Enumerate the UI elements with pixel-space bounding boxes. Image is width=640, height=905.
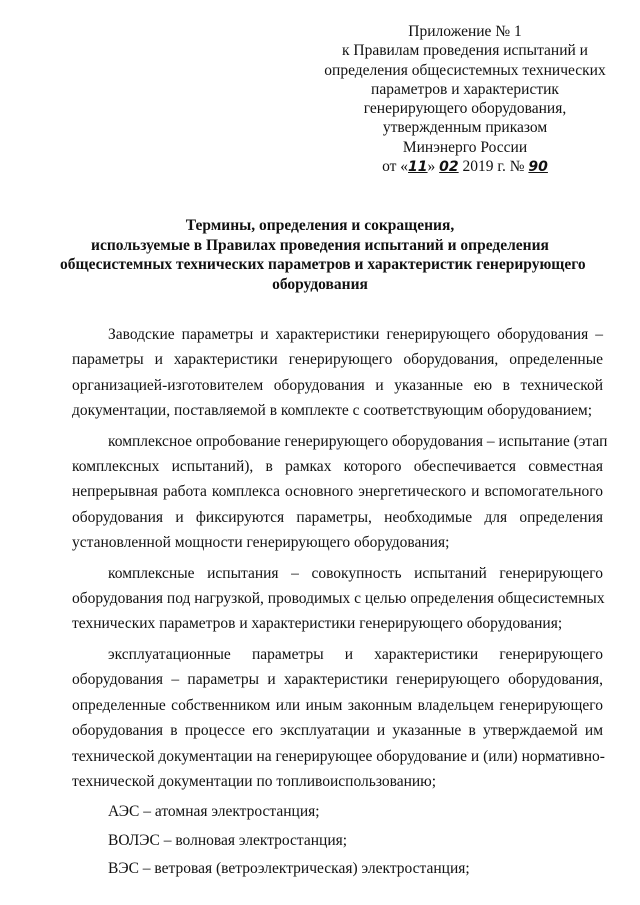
paragraph-line: технических параметров и характеристики генерирующего оборудования; — [72, 615, 563, 633]
appendix-header — [320, 22, 610, 177]
title-line: используемые в Правилах проведения испытаний и определения — [91, 236, 549, 254]
paragraph-line: комплексное опробование генерирующего оборудования – испытание (этап — [108, 432, 608, 450]
appendix-date-line — [320, 157, 610, 177]
handwritten-order-number: 90 — [528, 159, 548, 176]
paragraph-line: оборудования – параметры и характеристики генерирующего оборудования, — [72, 671, 603, 689]
date-prefix: от « — [382, 158, 409, 176]
abbreviation-item: АЭС – атомная электростанция; — [108, 803, 320, 821]
document-title — [60, 216, 586, 294]
paragraph-line: оборудования под нагрузкой, проводимых с целью определения общесистемных — [72, 590, 605, 608]
handwritten-month: 02 — [439, 159, 459, 176]
handwritten-day: 11 — [408, 159, 428, 176]
paragraph-line: технической документации на генерирующее оборудование и (или) нормативно- — [72, 747, 605, 765]
paragraph-line: комплексных испытаний), в рамках которого обеспечивается совместная — [72, 458, 603, 476]
date-mid: » — [427, 158, 440, 176]
paragraph-line: оборудования в процессе его эксплуатации и указанные в утверждаемой им — [72, 722, 603, 740]
paragraph-line: параметры и характеристики генерирующего оборудования, определенные — [72, 351, 603, 369]
title-line: оборудования — [272, 275, 368, 293]
title-line: общесистемных технических параметров и характеристик генерирующего — [60, 256, 586, 273]
paragraph-line: организацией-изготовителем оборудования и указанные ею в технической — [72, 376, 603, 394]
paragraph-line: определенные собственником или иным законным владельцем генерирующего — [72, 696, 603, 714]
paragraph-line: установленной мощности генерирующего оборудования; — [72, 534, 450, 552]
paragraph-line: эксплуатационные параметры и характеристики генерирующего — [108, 645, 603, 663]
title-line: Термины, определения и сокращения, — [185, 217, 455, 234]
definition-paragraph — [72, 429, 608, 556]
paragraph-line: комплексные испытания – совокупность испытаний генерирующего — [108, 564, 603, 582]
date-year: 2019 г. № — [458, 158, 529, 176]
paragraph-line: Заводские параметры и характеристики генерирующего оборудования – — [108, 326, 603, 343]
definition-paragraph — [72, 322, 603, 424]
document-body — [72, 322, 608, 885]
paragraph-line: непрерывная работа комплекса основного энергетического и вспомогательного — [72, 483, 603, 501]
paragraph-line: документации, поставляемой в комплекте с соответствующим оборудованием; — [72, 402, 593, 420]
appendix-number: Приложение № 1 — [408, 23, 522, 40]
definition-paragraph — [72, 561, 603, 637]
appendix-line: параметров и характеристик — [371, 80, 559, 98]
appendix-ministry: Минэнерго России — [402, 138, 528, 156]
abbreviation-item: ВОЛЭС – волновая электростанция; — [108, 831, 348, 849]
paragraph-line: оборудования и фиксируются параметры, необходимые для определения — [72, 508, 603, 526]
paragraph-line: технической документации по топливоиспользованию; — [72, 772, 437, 790]
appendix-line: утвержденным приказом — [382, 119, 548, 137]
appendix-line: к Правилам проведения испытаний и — [342, 42, 588, 60]
appendix-line: генерирующего оборудования, — [363, 100, 567, 118]
appendix-line: определения общесистемных технических — [324, 61, 606, 79]
abbreviation-item: ВЭС – ветровая (ветроэлектрическая) электростанция; — [108, 860, 470, 878]
definition-paragraph — [72, 642, 603, 794]
